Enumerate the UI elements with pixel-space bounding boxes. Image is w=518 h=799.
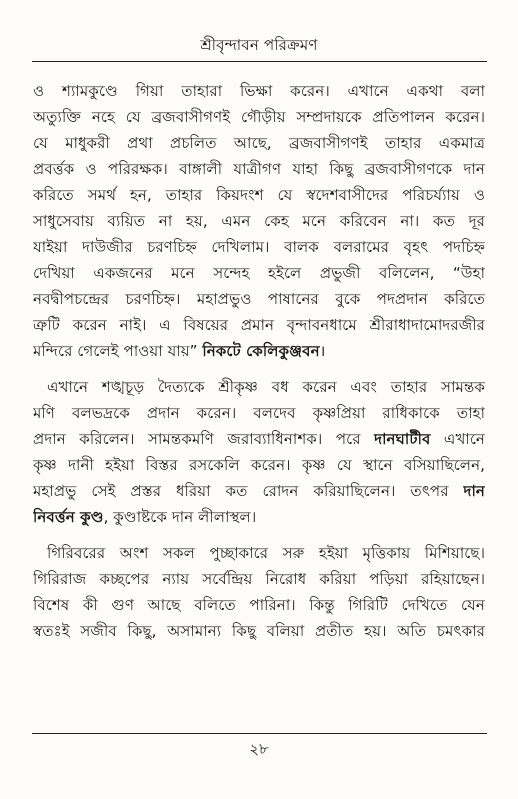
text-span: এখানে [430, 430, 485, 448]
text-span: , কুণ্ডাষ্টকে দান লীলাস্থল। [103, 508, 257, 526]
text-span: গিরিবরের অংশ সকল পুচ্ছাকারে সরু হইয়া মৃত্তিকায় মিশিয়াছে। [47, 544, 485, 562]
bold-place-name: দানঘাটীব [374, 430, 431, 448]
text-line [33, 234, 485, 260]
text-span: দেখিয়া একজনের মনে সন্দেহ হইলে প্রভুজী বলিলেন, “উহা [33, 264, 485, 282]
text-span: প্রবর্ত্তক ও পরিরক্ষক। বাঙ্গালী যাত্রীগণ যাহা কিছু ব্রজবাসীগণকে দান [33, 160, 485, 178]
text-span: । [319, 342, 326, 360]
text-span: ত্রুটি করেন নাই। এ বিষয়ের প্রমান বৃন্দাবনধামে শ্রীরাধাদামোদরজীর [33, 316, 485, 334]
text-line [33, 208, 485, 234]
paragraph-2 [33, 374, 485, 530]
text-line [33, 156, 485, 182]
text-span: সাধুসেবায় ব্যয়িত না হয়, এমন কেহ মনে করিবেন না। কত দূর [33, 212, 485, 230]
bold-place-name: নিবর্ত্তন কুণ্ড [33, 508, 104, 526]
text-line [33, 478, 485, 504]
bold-place-name: দান [463, 482, 485, 500]
text-span: বিশেষ কী গুণ আছে বলিতে পারিনা। কিন্তু গিরিটি দেখিতে যেন [33, 596, 485, 614]
text-span: প্রদান করিলেন। সামন্তকমণি জরাব্যাধিনাশক। পরে [33, 430, 375, 448]
text-line [33, 452, 485, 478]
page-number: ২৮ [249, 740, 269, 758]
text-span: এখানে শঙ্খচূড় দৈত্যকে শ্রীকৃষ্ণ বধ করেন এবং তাহার সামন্তক [47, 378, 485, 396]
text-span: মণি বলভদ্রকে প্রদান করেন। বলদেব কৃষ্ণপ্রিয়া রাধিকাকে তাহা [33, 404, 485, 422]
text-span: মন্দিরে গেলেই পাওয়া যায়” [33, 342, 203, 360]
paragraph-3 [33, 540, 485, 644]
text-span: কৃষ্ণ দানী হইয়া বিস্তর রসকেলি করেন। কৃষ্ণ যে স্থানে বসিয়াছিলেন, [33, 456, 485, 474]
text-line [33, 540, 485, 566]
text-span: গিরিরাজ কচ্ছপের ন্যায় সর্বেন্দ্রিয় নিরোধ করিয়া পড়িয়া রহিয়াছেন। [33, 570, 485, 588]
text-line [33, 182, 485, 208]
footer-rule [32, 733, 487, 734]
text-line [33, 286, 485, 312]
text-line [33, 104, 485, 130]
text-line [33, 592, 485, 618]
bold-place-name: নিকটে কেলিকুঞ্জবন [202, 342, 320, 360]
running-header-title: শ্রীবৃন্দাবন পরিক্রমণ [200, 36, 318, 54]
text-line [33, 618, 485, 644]
text-line [33, 78, 485, 104]
text-line [33, 400, 485, 426]
text-line [33, 426, 485, 452]
text-line [33, 374, 485, 400]
text-line [33, 566, 485, 592]
text-line [33, 130, 485, 156]
text-span: যাইয়া দাউজীর চরণচিহ্ন দেখিলাম। বালক বলরামের বৃহৎ পদচিহ্ন [33, 238, 485, 256]
body-text [33, 78, 485, 644]
text-line [33, 260, 485, 286]
text-span: নবদ্বীপচন্দ্রের চরণচিহ্ন। মহাপ্রভুও পাষানের বুকে পদপ্রদান করিতে [33, 290, 485, 308]
text-line [33, 338, 485, 364]
text-span: ও শ্যামকুণ্ডে গিয়া তাহারা ভিক্ষা করেন। এখানে একথা বলা [33, 82, 485, 100]
text-span: যে মাধুকরী প্রথা প্রচলিত আছে, ব্রজবাসীগণই তাহার একমাত্র [33, 134, 485, 152]
text-span: অত্যুক্তি নহে যে ব্রজবাসীগণই গৌড়ীয় সম্প্রদায়কে প্রতিপালন করেন। [33, 108, 485, 126]
text-line [33, 504, 485, 530]
paragraph-1 [33, 78, 485, 364]
text-line [33, 312, 485, 338]
text-span: করিতে সমর্থ হন, তাহার কিয়দংশ যে স্বদেশবাসীদের পরিচর্য্যায় ও [33, 186, 485, 204]
header-rule [32, 61, 487, 62]
text-span: স্বতঃই সজীব কিছু, অসামান্য কিছু বলিয়া প্রতীত হয়। অতি চমৎকার [33, 622, 485, 640]
text-span: মহাপ্রভু সেই প্রস্তর ধরিয়া কত রোদন করিয়াছিলেন। তৎপর [33, 482, 464, 500]
